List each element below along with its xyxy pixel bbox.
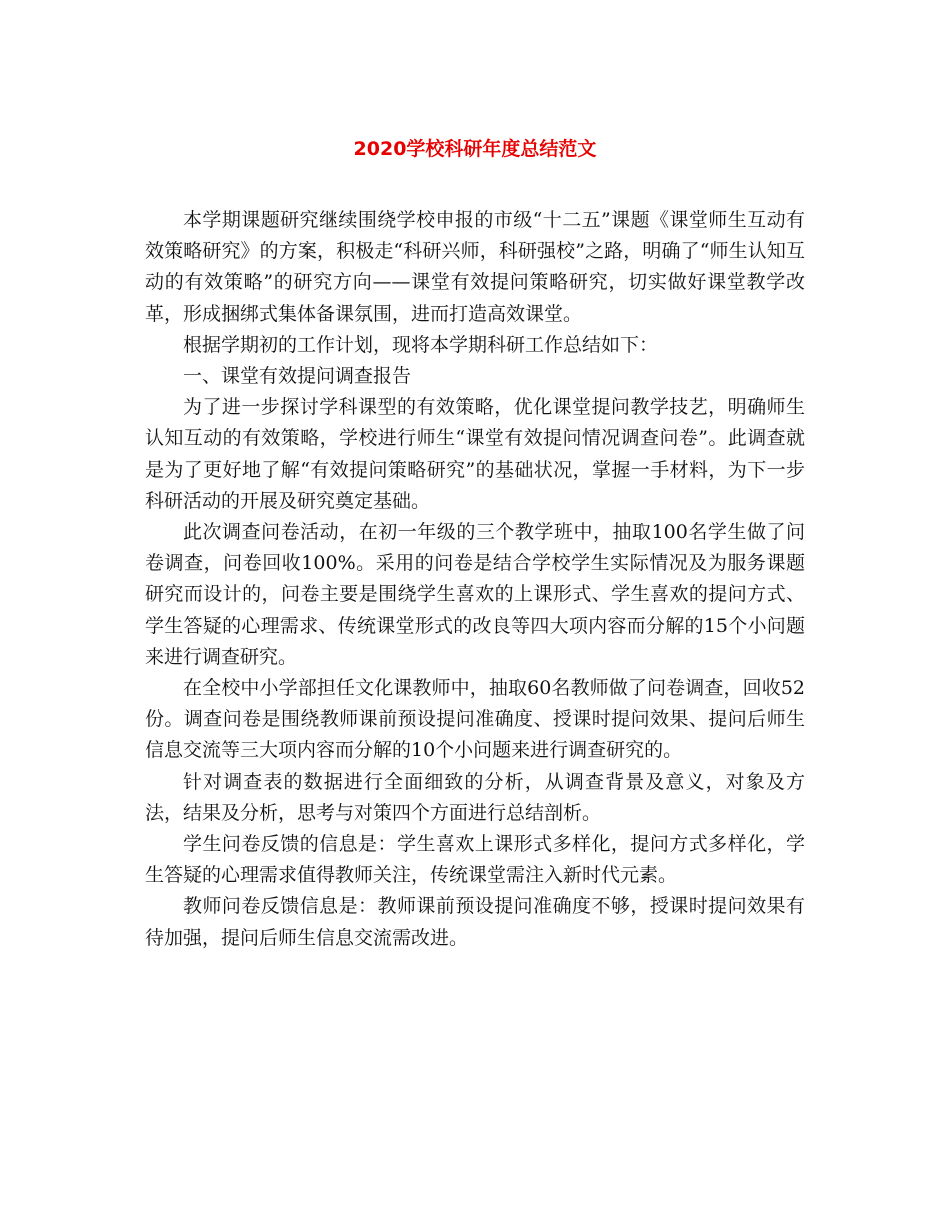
paragraph-plan: 根据学期初的工作计划，现将本学期科研工作总结如下： [183, 333, 659, 356]
document-body [145, 205, 805, 954]
paragraph-purpose: 为了进一步探讨学科课型的有效策略，优化课堂提问教学技艺，明确师生认知互动的有效策略，学校进行师生“课堂有效提问情况调查问卷”。此调查就是为了更好地了解“有效提问策略研究”的基础状况，掌握一手材料，为下一步科研活动的开展及研究奠定基础。 [145, 396, 805, 512]
paragraph-analysis: 针对调查表的数据进行全面细致的分析，从调查背景及意义，对象及方法，结果及分析，思考与对策四个方面进行总结剖析。 [145, 770, 805, 824]
paragraph-teacher-survey: 在全校中小学部担任文化课教师中，抽取60名教师做了问卷调查，回收52份。调查问卷是围绕教师课前预设提问准确度、授课时提问效果、提问后师生信息交流等三大项内容而分解的10个小问题来进行调查研究的。 [145, 677, 805, 762]
paragraph-student-survey: 此次调查问卷活动，在初一年级的三个教学班中，抽取100名学生做了问卷调查，问卷回收100%。采用的问卷是结合学校学生实际情况及为服务课题研究而设计的，问卷主要是围绕学生喜欢的上课形式、学生喜欢的提问方式、学生答疑的心理需求、传统课堂形式的改良等四大项内容而分解的15个小问题来进行调查研究。 [145, 521, 805, 668]
paragraph-intro: 本学期课题研究继续围绕学校申报的市级“十二五”课题《课堂师生互动有效策略研究》的方案，积极走“科研兴师，科研强校”之路，明确了“师生认知互动的有效策略”的研究方向——课堂有效提问策略研究，切实做好课堂教学改革，形成捆绑式集体备课氛围，进而打造高效课堂。 [145, 209, 805, 325]
document-title: 2020学校科研年度总结范文 [353, 138, 597, 160]
section-heading-1: 一、课堂有效提问调查报告 [183, 365, 412, 388]
paragraph-student-feedback: 学生问卷反馈的信息是：学生喜欢上课形式多样化，提问方式多样化，学生答疑的心理需求值得教师关注，传统课堂需注入新时代元素。 [145, 833, 805, 887]
paragraph-teacher-feedback: 教师问卷反馈信息是：教师课前预设提问准确度不够，授课时提问效果有待加强，提问后师生信息交流需改进。 [145, 895, 805, 949]
